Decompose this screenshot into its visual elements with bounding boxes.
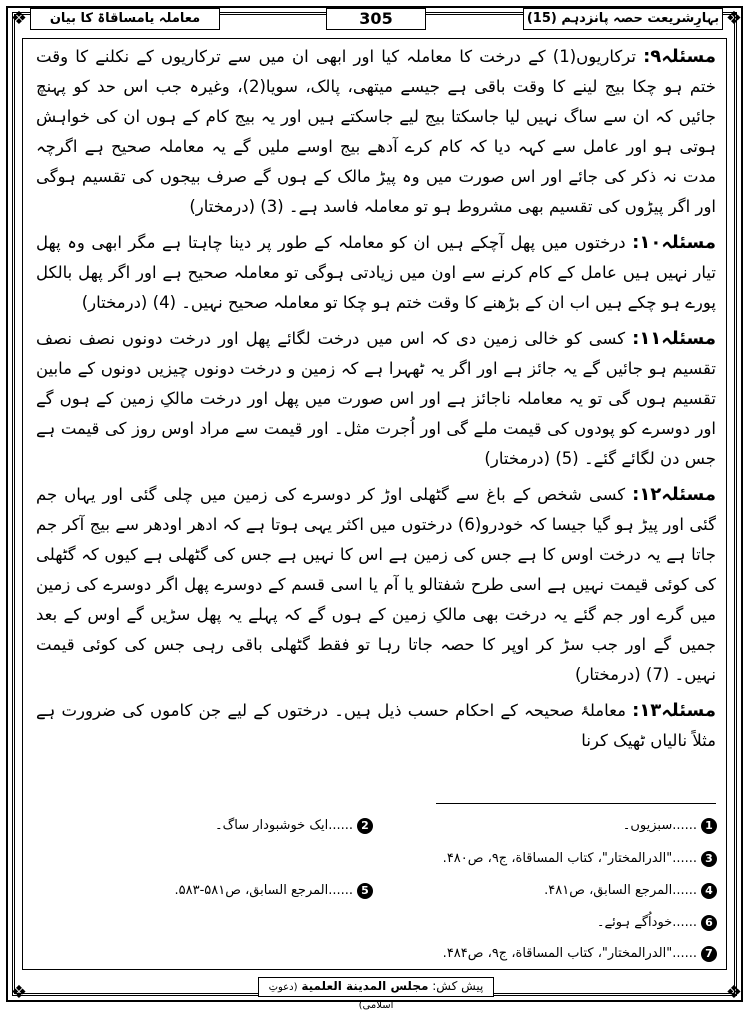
- footnote-5: [174, 880, 373, 902]
- corner-ornament-icon: ❖: [10, 8, 28, 29]
- footnote-number: 3: [701, 851, 717, 867]
- footnote-2: [215, 815, 373, 837]
- footnote-number: 7: [701, 946, 717, 962]
- corner-ornament-icon: ❖: [10, 982, 28, 1003]
- footnote-text: ......ایک خوشبودار ساگ۔: [215, 818, 353, 833]
- masala-text: ترکاریوں(1) کے درخت کا معاملہ کیا اور ابھی ان میں سے ترکاریوں کے نکلنے کا وقت ختم ہو چکا بیج لینے کا وقت باقی ہے جیسے میتھی، پالک، سویا(2)، وغیرہ جب اس حد کو پہنچ جائیں کہ ان سے ساگ نہیں لیا جاسکتا بیج لیے جاسکتے ہیں اور یہ بیج کام کے ہوں ان کی خواہش ہوتی ہو اور عامل سے کہہ دیا کہ کام کرے آدھے بیج اوسے ملیں گے یہ معاملہ صحیح ہے اگرچہ مدت نہ ذکر کی جائے اور اس صورت میں وہ پیڑ مالک کے ہوں گے صرف بیجوں کی تقسیم ہوگی اور اگر پیڑوں کی تقسیم بھی مشروط ہو تو معاملہ فاسد ہے۔: [36, 47, 716, 216]
- masala-heading: مسئلہ۱۱:: [632, 328, 716, 349]
- footnote-number: 6: [701, 915, 717, 931]
- footnote-4: [544, 880, 717, 902]
- masala-heading: مسئلہ۱۳:: [632, 700, 716, 721]
- publisher-sub: (دعوتِ اسلامی): [268, 982, 394, 1011]
- masala-heading: مسئلہ۱۰:: [632, 232, 717, 253]
- footnote-number: 4: [701, 883, 717, 899]
- corner-ornament-icon: ❖: [725, 8, 743, 29]
- citation: (5) (درمختار): [484, 449, 579, 468]
- masala-text: کسی کو خالی زمین دی کہ اس میں درخت لگائے پھل اور درخت دونوں نصف نصف تقسیم ہو جائیں گے یہ جائز ہے اور اگر یہ ٹھہرا ہے کہ زمین و درخت دونوں چیزیں دونوں کے مابین تقسیم ہوں گی تو یہ معاملہ ناجائز ہے اور اس صورت میں پھل اور درخت مالکِ زمین کے ہوں گے اور دوسرے کو پودوں کی قیمت ملے گی اور اُجرت مثل۔ اور قیمت سے مراد اوس روز کی قیمت ہے جس دن لگائے گئے۔: [36, 329, 716, 468]
- citation: (4) (درمختار): [81, 293, 176, 312]
- footnote-number: 2: [357, 818, 373, 834]
- footnote-1: [623, 815, 717, 837]
- masala-11: [36, 324, 716, 474]
- masala-heading: مسئلہ۹:: [643, 46, 716, 67]
- book-title: بہارِشریعت حصہ پانزدہم (15): [523, 8, 723, 30]
- footnote-text: ......سبزیوں۔: [622, 818, 697, 833]
- page-footer: [258, 977, 494, 1011]
- footnote-6: [597, 912, 717, 934]
- publisher-name: مجلس المدينة العلمية: [301, 979, 429, 993]
- footnote-text: ......المرجع السابق، ص۴۸۱.: [544, 883, 697, 898]
- masala-text: درختوں میں پھل آچکے ہیں ان کو معاملہ کے طور پر دینا چاہتا ہے مگر ابھی وہ پھل تیار نہیں ہیں عامل کے کام کرنے سے اون میں زیادتی ہوگی تو معاملہ صحیح ہے اور اگر پھل بالکل پورے ہو چکے ہیں اب ان کے بڑھنے کا وقت ختم ہو چکا تو معاملہ صحیح نہیں۔: [36, 233, 716, 312]
- footnote-text: ......"الدرالمختار"، كتاب المساقاة، ج۹، ص۴۸۰.: [442, 851, 697, 866]
- citation: (3) (درمختار): [189, 197, 284, 216]
- masala-12: [36, 480, 716, 690]
- masala-9: [36, 42, 716, 222]
- citation: (7) (درمختار): [575, 665, 670, 684]
- footnote-number: 1: [701, 818, 717, 834]
- footnote-text: ......المرجع السابق، ص۵۸۱-۵۸۳.: [174, 883, 353, 898]
- footnote-text: ......"الدرالمختار"، كتاب المساقاة، ج۹، ص۴۸۴.: [442, 946, 697, 961]
- footnote-7: [443, 943, 717, 965]
- footer-prefix: پیش کش:: [432, 979, 484, 993]
- footnote-3: [443, 848, 717, 870]
- page-header: [30, 8, 723, 32]
- masala-heading: مسئلہ۱۲:: [632, 484, 716, 505]
- masala-text: معاملۂ صحیحہ کے احکام حسب ذیل ہیں۔ درختوں کے لیے جن کاموں کی ضرورت ہے مثلاً نالیاں ٹھیک کرنا: [36, 701, 716, 750]
- footnote-number: 5: [357, 883, 373, 899]
- main-text: [36, 42, 716, 762]
- masala-13: [36, 696, 716, 756]
- masala-text: کسی شخص کے باغ سے گٹھلی اوڑ کر دوسرے کی زمین میں چلی گئی اور یہاں جم گئی اور پیڑ ہو گیا جیسا کہ خودرو(6) درختوں میں اکثر یہی ہوتا ہے کہ ادھر اودھر سے بیج آکر جم جاتا ہے یہ درخت اوس کا ہے جس کی زمین ہے اس کا نہیں ہے جس کی گٹھلی ہے کیوں کہ گٹھلی کی کوئی قیمت نہیں ہے اسی طرح شفتالو یا آم یا اسی قسم کے دوسرے پھل اگر دوسرے کی زمین میں گرے اور جم گئے یہ درخت بھی مالکِ زمین کے ہوں گے کہ پہلے یہ پھل سڑیں گے اوس کے بعد جمیں گے اور جب سڑ کر اوپر کا حصہ جاتا رہا تو فقط گٹھلی باقی رہی جس کی کوئی قیمت نہیں۔: [36, 485, 716, 684]
- masala-10: [36, 228, 716, 318]
- corner-ornament-icon: ❖: [725, 982, 743, 1003]
- chapter-title: معاملہ یامساقاۃ کا بیان: [30, 8, 220, 30]
- footnote-text: ......خوداُگے ہوئے۔: [596, 915, 697, 930]
- page-number: 305: [326, 8, 426, 30]
- footnote-separator: [436, 803, 716, 804]
